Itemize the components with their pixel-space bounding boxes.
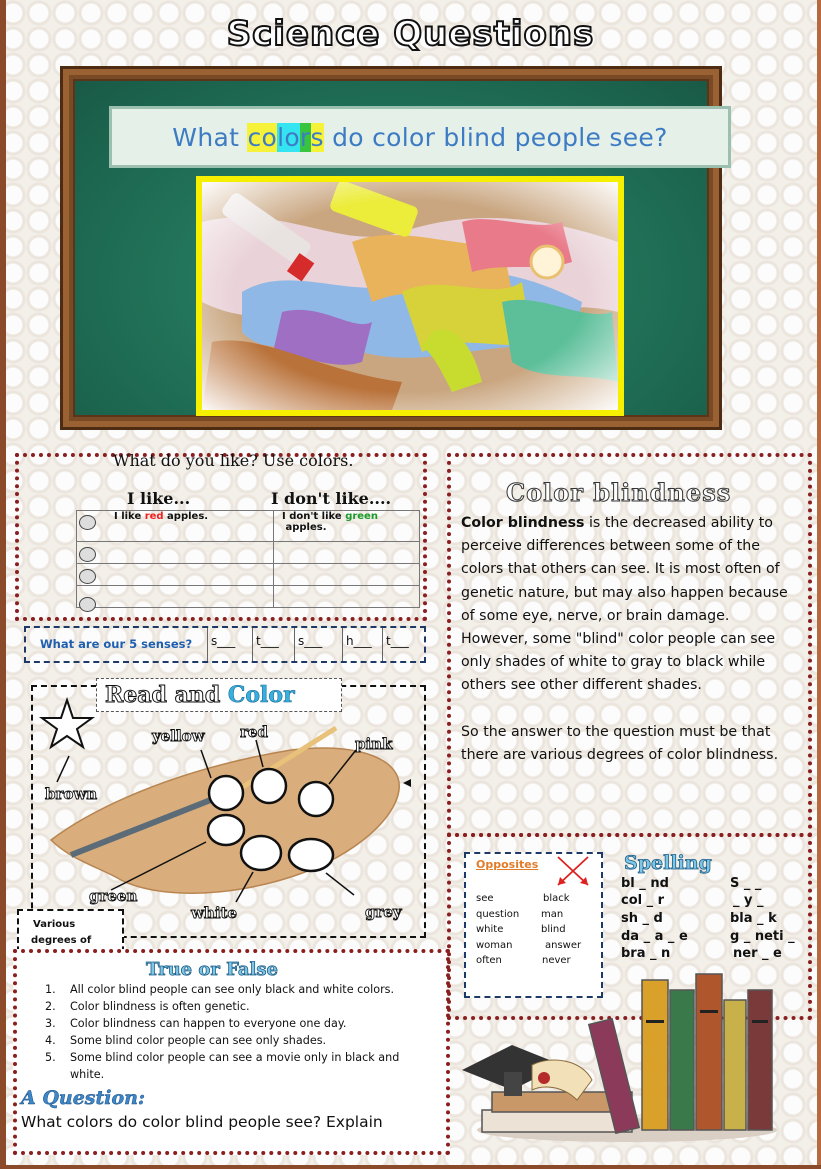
- question-text-1: What: [172, 122, 248, 152]
- opposite-right: answer: [545, 940, 582, 951]
- item-text: Color blindness is often genetic.: [70, 1000, 250, 1013]
- label-pink: pink: [355, 735, 393, 753]
- star-icon: [42, 700, 92, 747]
- list-item[interactable]: [45, 1049, 415, 1083]
- spelling-title: Spelling: [624, 852, 712, 874]
- likes-cell[interactable]: [77, 542, 274, 564]
- chalkboard-surface: [73, 79, 709, 417]
- color-blindness-text: [461, 512, 801, 767]
- label-white: white: [191, 904, 237, 922]
- likes-table: [76, 510, 420, 608]
- spelling-word[interactable]: _ y _: [733, 893, 764, 908]
- likes-header-dislike: I don't like....: [271, 489, 392, 508]
- row-bullet-icon: [79, 597, 96, 612]
- table-row: [77, 564, 420, 586]
- arrow-brown: [57, 756, 69, 782]
- row-bullet-icon: [79, 515, 96, 530]
- opposite-left: question: [476, 909, 520, 920]
- paragraph-2: However, some "blind" color people can see only shades of white to gray to black while others see other different shades.: [461, 631, 776, 694]
- paint-palette-image: [202, 182, 618, 410]
- senses-question: What are our 5 senses?: [40, 637, 193, 651]
- paint-well-red: [252, 769, 286, 803]
- sense-blank[interactable]: s___: [294, 628, 342, 661]
- color-blindness-title: Color blindness: [506, 478, 732, 507]
- title-part-color: Color: [227, 682, 295, 708]
- item-number: 2.: [45, 1000, 56, 1013]
- list-item[interactable]: [45, 1015, 415, 1032]
- list-item[interactable]: [45, 981, 415, 998]
- row-bullet-icon: [79, 569, 96, 584]
- opposite-right: black: [543, 893, 570, 904]
- item-number: 1.: [45, 983, 56, 996]
- question-text-3: lo: [277, 122, 300, 152]
- page-frame-bottom: [0, 1165, 821, 1169]
- opposite-left: white: [476, 924, 504, 935]
- label-green: green: [89, 887, 138, 905]
- page-frame-left: [0, 0, 6, 1169]
- paint-well-white: [241, 836, 281, 870]
- paint-well-green: [208, 815, 244, 845]
- title-part: Read and: [105, 682, 228, 708]
- spelling-word[interactable]: da _ a _ e: [621, 929, 688, 944]
- question-text-5: s: [310, 122, 324, 152]
- books-illustration: [452, 960, 798, 1145]
- cell-color-word-green: green: [345, 511, 378, 522]
- spelling-word[interactable]: ner _ e: [733, 946, 782, 961]
- sense-blank[interactable]: s___: [207, 628, 252, 661]
- item-number: 4.: [45, 1034, 56, 1047]
- cell-color-word-red: red: [144, 511, 164, 522]
- table-row: [77, 511, 420, 542]
- cross-arrows-icon: [556, 855, 592, 887]
- label-brown: brown: [45, 785, 98, 803]
- cell-text: I don't like: [282, 511, 346, 522]
- question-text-4: r: [299, 122, 311, 152]
- paint-palette-photo: [196, 176, 624, 416]
- item-number: 5.: [45, 1051, 56, 1064]
- spelling-word[interactable]: bra _ n: [621, 946, 671, 961]
- paint-well-yellow: [209, 776, 243, 810]
- item-text: All color blind people can see only black and white colors.: [70, 983, 395, 996]
- likes-prompt: What do you like? Use colors.: [113, 451, 354, 470]
- row-bullet-icon: [79, 547, 96, 562]
- a-question-title: A Question:: [21, 1087, 146, 1109]
- dislikes-cell[interactable]: [274, 542, 420, 564]
- spelling-word[interactable]: bl _ nd: [621, 876, 669, 891]
- list-item[interactable]: [45, 998, 415, 1015]
- opposite-left: woman: [476, 940, 513, 951]
- spelling-word[interactable]: bla _ k: [730, 911, 777, 926]
- likes-cell[interactable]: [77, 511, 274, 542]
- sense-blank[interactable]: h___: [342, 628, 382, 661]
- item-number: 3.: [45, 1017, 56, 1030]
- paragraph-3: So the answer to the question must be that there are various degrees of color blindness.: [461, 723, 779, 763]
- paragraph-text: is the decreased ability to perceive differences between some of the colors that others can see. It is most often of genetic nature, but may also happen because of some eye, nerve, or brain damage.: [461, 515, 788, 624]
- true-false-title: True or False: [146, 959, 279, 980]
- item-text: Some blind color people can see only shades.: [70, 1034, 327, 1047]
- spelling-word[interactable]: sh _ d: [621, 911, 663, 926]
- degrees-line2: degrees of: [31, 935, 92, 946]
- opposites-title: Opposites: [476, 858, 539, 871]
- opposite-left: see: [476, 893, 494, 904]
- degrees-line1: Various: [33, 919, 76, 930]
- page-title: Science Questions: [226, 14, 595, 54]
- senses-box: [24, 626, 426, 663]
- dislikes-cell[interactable]: [274, 511, 420, 542]
- likes-header-like: I like...: [127, 489, 191, 508]
- table-row: [77, 586, 420, 608]
- cell-text: apples.: [163, 511, 209, 522]
- spelling-word[interactable]: col _ r: [621, 893, 665, 908]
- label-red: red: [240, 723, 268, 741]
- item-text: Color blindness can happen to everyone one day.: [70, 1017, 347, 1030]
- likes-cell[interactable]: [77, 586, 274, 608]
- dislikes-cell[interactable]: [274, 564, 420, 586]
- true-false-list: [45, 981, 415, 1083]
- dislikes-cell[interactable]: [274, 586, 420, 608]
- arrow-tip-icon: [403, 779, 411, 787]
- opposite-right: never: [542, 955, 571, 966]
- cell-text: apples.: [282, 522, 327, 533]
- opposite-left: often: [476, 955, 502, 966]
- spelling-word[interactable]: S _ _: [730, 876, 762, 891]
- chalkboard: [60, 66, 722, 430]
- likes-cell[interactable]: [77, 564, 274, 586]
- question-text-6: do color blind people see?: [323, 122, 668, 152]
- label-grey: grey: [365, 903, 402, 921]
- sense-blank[interactable]: t___: [252, 628, 294, 661]
- question-banner: [109, 106, 731, 168]
- item-text: Some blind color people can see a movie only in black and white.: [70, 1051, 400, 1081]
- question-text-2: co: [247, 122, 278, 152]
- paragraph-1: [461, 512, 801, 628]
- cell-text: I like: [114, 511, 145, 522]
- spelling-word[interactable]: g _ neti _: [730, 929, 795, 944]
- label-yellow: yellow: [152, 727, 205, 745]
- sense-blank[interactable]: t___: [382, 628, 424, 661]
- opposite-right: man: [541, 909, 564, 920]
- page-frame-right: [817, 0, 821, 1169]
- table-row: [77, 542, 420, 564]
- a-question-text: What colors do color blind people see? Explain: [21, 1113, 383, 1131]
- paint-well-pink: [299, 782, 333, 816]
- list-item[interactable]: [45, 1032, 415, 1049]
- opposite-right: blind: [541, 924, 566, 935]
- term: Color blindness: [461, 515, 585, 531]
- paint-well-grey: [289, 839, 333, 871]
